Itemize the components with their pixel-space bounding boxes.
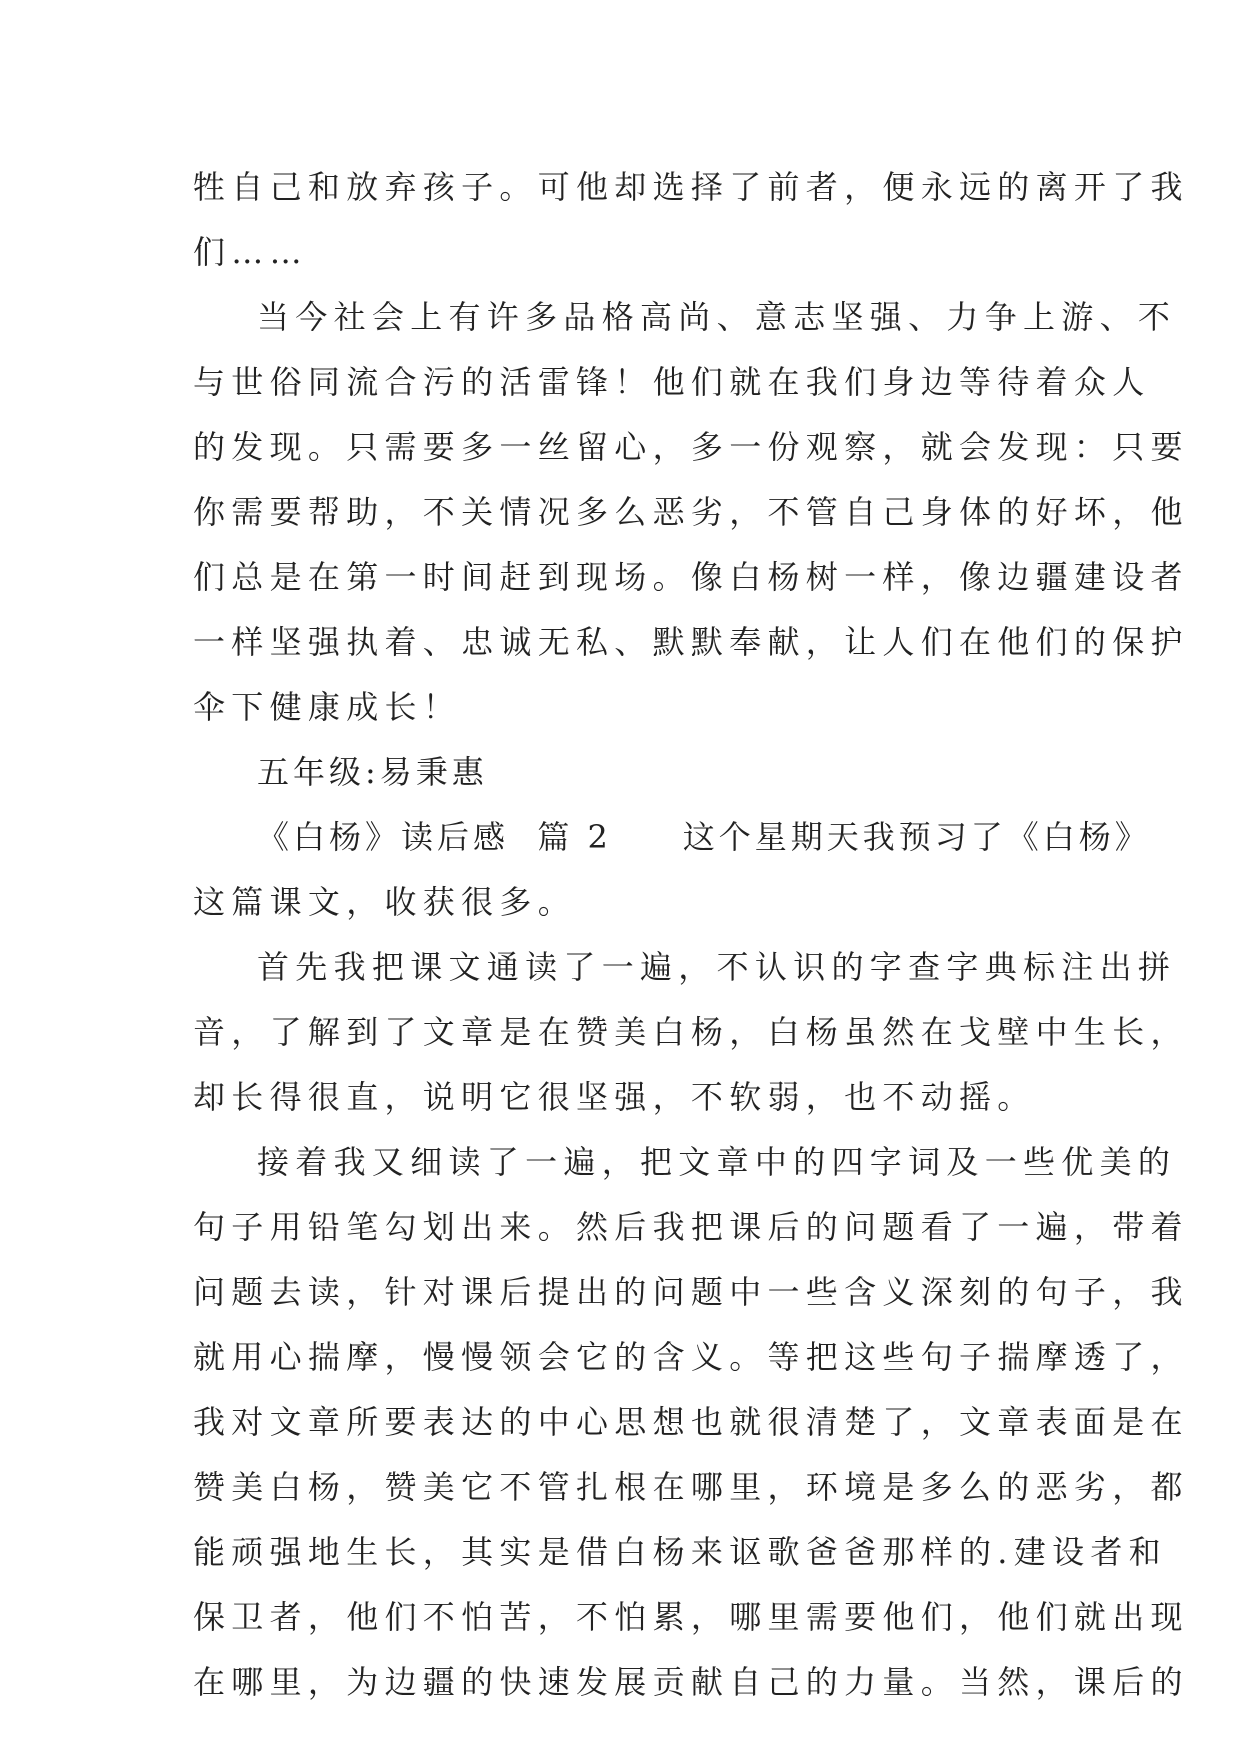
- text-line: 保卫者，他们不怕苦，不怕累，哪里需要他们，他们就出现: [193, 1598, 1189, 1636]
- text-line: 们总是在第一时间赶到现场。像白杨树一样，像边疆建设者: [193, 558, 1189, 596]
- text-line: 与世俗同流合污的活雷锋！他们就在我们身边等待着众人: [193, 363, 1151, 401]
- paragraph-start-line: 当今社会上有许多品格高尚、意志坚强、力争上游、不: [257, 298, 1177, 336]
- section-heading-line: 《白杨》读后感 篇 2 这个星期天我预习了《白杨》: [257, 818, 1151, 856]
- paragraph-start-line: 接着我又细读了一遍，把文章中的四字词及一些优美的: [257, 1143, 1177, 1181]
- text-line: 牲自己和放弃孩子。可他却选择了前者，便永远的离开了我: [193, 168, 1189, 206]
- paragraph-start-line: 首先我把课文通读了一遍，不认识的字查字典标注出拼: [257, 948, 1177, 986]
- text-line: 一样坚强执着、忠诚无私、默默奉献，让人们在他们的保护: [193, 623, 1189, 661]
- text-line: 这篇课文，收获很多。: [193, 883, 577, 921]
- text-line: 们……: [193, 233, 308, 271]
- document-body: [193, 155, 1189, 1715]
- text-line: 你需要帮助，不关情况多么恶劣，不管自己身体的好坏，他: [193, 493, 1189, 531]
- text-line: 赞美白杨，赞美它不管扎根在哪里，环境是多么的恶劣，都: [193, 1468, 1189, 1506]
- author-line: 五年级:易秉惠: [257, 753, 488, 791]
- text-line: 伞下健康成长！: [193, 688, 462, 726]
- text-line: 句子用铅笔勾划出来。然后我把课后的问题看了一遍，带着: [193, 1208, 1189, 1246]
- text-line: 问题去读，针对课后提出的问题中一些含义深刻的句子，我: [193, 1273, 1189, 1311]
- text-line: 就用心揣摩，慢慢领会它的含义。等把这些句子揣摩透了，: [193, 1338, 1189, 1376]
- text-line: 能顽强地生长，其实是借白杨来讴歌爸爸那样的.建设者和: [193, 1533, 1167, 1571]
- text-line: 却长得很直，说明它很坚强，不软弱，也不动摇。: [193, 1078, 1036, 1116]
- text-line: 在哪里，为边疆的快速发展贡献自己的力量。当然，课后的: [193, 1663, 1189, 1701]
- text-line: 的发现。只需要多一丝留心，多一份观察，就会发现：只要: [193, 428, 1189, 466]
- text-line: 我对文章所要表达的中心思想也就很清楚了，文章表面是在: [193, 1403, 1189, 1441]
- text-line: 音，了解到了文章是在赞美白杨，白杨虽然在戈壁中生长，: [193, 1013, 1189, 1051]
